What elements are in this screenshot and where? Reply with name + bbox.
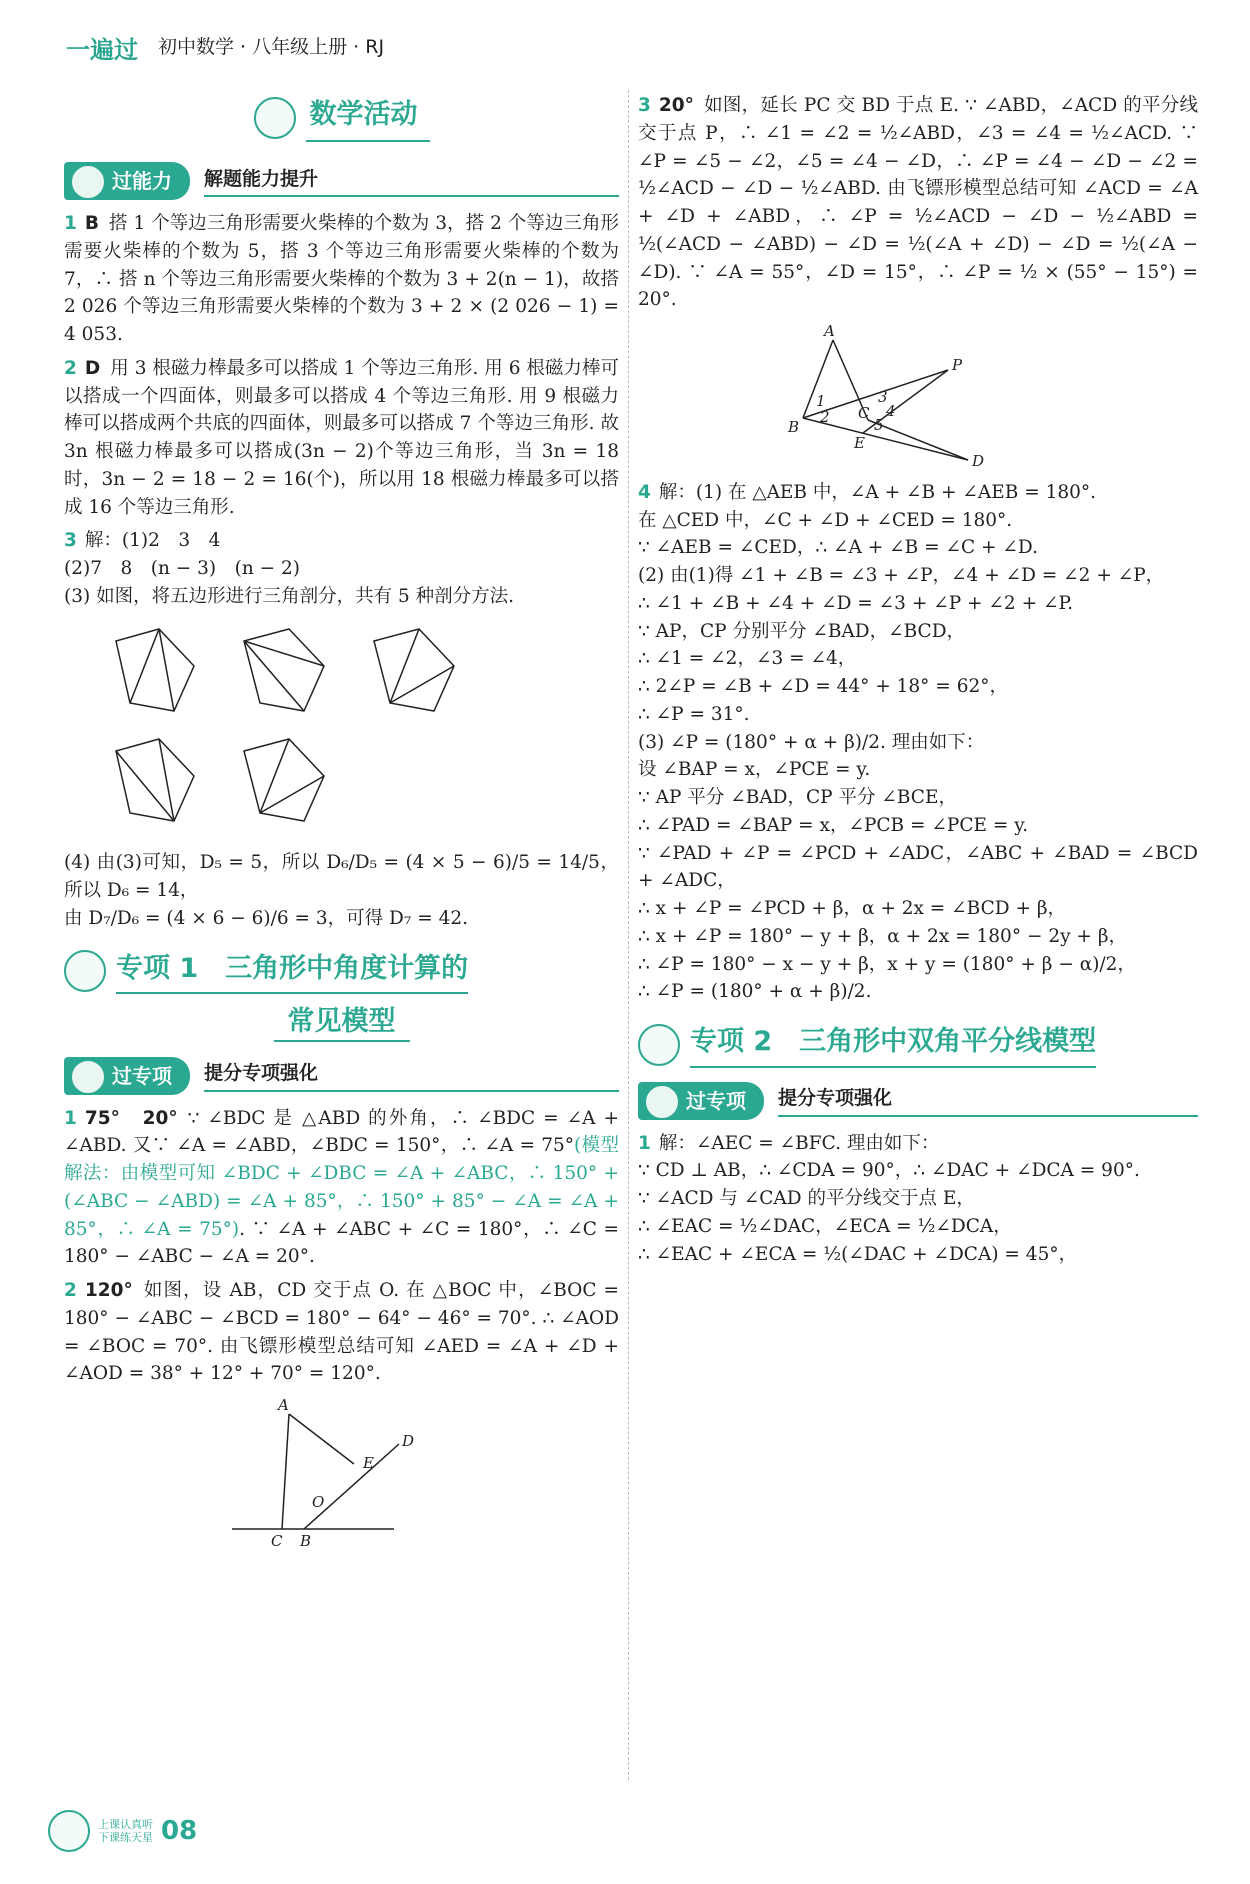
svg-text:A: A — [278, 1396, 289, 1414]
star-badge-icon — [638, 1024, 680, 1066]
section-bar-ability — [64, 162, 619, 200]
activity-title: 数学活动 — [306, 95, 430, 142]
question-4-right: 4 解：(1) 在 △AEB 中，∠A + ∠B + ∠AEB = 180°. 在 △CED 中，∠C + ∠D + ∠CED = 180°. ∵ ∠AEB = ∠CED，∴ ∠A + ∠B = ∠C + ∠D. (2) 由(1)得 ∠1 + ∠B = ∠3 + ∠P，∠4 + ∠D = ∠2 + ∠P， ∴ ∠1 + ∠B + ∠4 + ∠D = ∠3 + ∠P + ∠2 + ∠P. ∵ AP，CP 分别平分 ∠BAD，∠BCD， ∴ ∠1 = ∠2，∠3 = ∠4， ∴ 2∠P = ∠B + ∠D = 44° + 18° = 62°， ∴ ∠P = 31°. (3) ∠P = (180° + α + β)/2. 理由如下： 设 ∠BAP = x，∠PCE = y. ∵ AP 平分 ∠BAD，CP 平分 ∠BCE， ∴ ∠PAD = ∠BAP = x，∠PCB = ∠PCE = y. ∵ ∠PAD + ∠P = ∠PCD + ∠ADC，∠ABC + ∠BAD = ∠BCD + ∠ADC， ∴ x + ∠P = ∠PCD + β，α + 2x = ∠BCD + β， ∴ x + ∠P = 180° − y + β，α + 2x = 180° − 2y + β， ∴ ∠P = 180° − x − y + β，x + y = (180° + β − α)/2， ∴ ∠P = (180° + α + β)/2. — [638, 481, 1198, 1003]
left-column — [64, 95, 619, 1558]
page-header — [0, 0, 1250, 64]
svg-text:A: A — [824, 322, 835, 340]
section-subtitle: 提分专项强化 — [204, 1059, 619, 1092]
question-3: 3 解：(1)2 3 4 (2)7 8 (n − 3) (n − 2) (3) 如图，将五边形进行三角剖分，共有 5 种剖分方法. (4) 由(3)可知，D₅ = 5，所以 D₆/D₅ = (4 × 5 − 6)/5 = 14/5，所以 D₆ = 14， 由 D₇/D₆ = (4 × 6 − 6)/6 = 3，可得 D₇ = 42. — [64, 530, 619, 929]
svg-text:D: D — [402, 1432, 415, 1450]
right-column — [638, 90, 1198, 1268]
section-tag: 过能力 — [64, 162, 190, 200]
dart-model-figure-left — [64, 1394, 604, 1549]
svg-text:1: 1 — [816, 392, 826, 410]
svg-text:4: 4 — [886, 402, 896, 420]
page-number: 08 — [161, 1816, 198, 1846]
svg-text:3: 3 — [878, 388, 888, 406]
svg-text:B: B — [788, 418, 800, 436]
section-tag: 过专项 — [64, 1057, 190, 1095]
svg-text:5: 5 — [874, 416, 884, 434]
column-divider — [628, 90, 629, 1780]
page-footer: 上课认真听 下课练天星 08 — [48, 1810, 197, 1852]
book-title: 初中数学 · 八年级上册 · RJ — [158, 36, 385, 58]
activity-heading — [64, 95, 619, 148]
svg-text:C: C — [271, 1532, 283, 1549]
dart-model-figure-right — [638, 320, 1198, 470]
brand-logo: 一遍过 — [66, 36, 138, 64]
topic-1-heading: 专项 1 三角形中角度计算的 常见模型 — [64, 949, 619, 1043]
svg-text:O: O — [312, 1493, 325, 1511]
svg-text:C: C — [858, 404, 870, 422]
section-subtitle: 解题能力提升 — [204, 165, 619, 198]
topic1-question-2: 2 120° 如图，设 AB，CD 交于点 O. 在 △BOC 中，∠BOC = 180° − ∠ABC − ∠BCD = 180° − 64° − 46° = 70°. ∴ ∠AOD = ∠BOC = 70°. 由飞镖形模型总结可知 ∠AED = ∠A + ∠D + ∠AOD = 38° + 12° + 70° = 120°. — [64, 1280, 619, 1385]
section-subtitle: 提分专项强化 — [778, 1084, 1198, 1117]
question-3-right: 3 20° 如图，延长 PC 交 BD 于点 E. ∵ ∠ABD，∠ACD 的平分线交于点 P，∴ ∠1 = ∠2 = ½∠ABD，∠3 = ∠4 = ½∠ACD. ∵ ∠P = ∠5 − ∠2，∠5 = ∠4 − ∠D，∴ ∠P = ∠4 − ∠D − ∠2 = ½∠ACD − ∠D − ½∠ABD. 由飞镖形模型总结可知 ∠ACD = ∠A + ∠D + ∠ABD，∴ ∠P = ½∠ACD − ∠D − ½∠ABD = ½(∠ACD − ∠ABD) − ∠D = ½(∠A + ∠D) − ∠D = ½(∠A − ∠D). ∵ ∠A = 55°，∠D = 15°，∴ ∠P = ½ × (55° − 15°) = 20°. — [638, 95, 1198, 311]
star-badge-icon — [64, 950, 106, 992]
svg-text:B: B — [300, 1532, 312, 1549]
svg-text:E: E — [363, 1454, 374, 1472]
question-1: 1 B 搭 1 个等边三角形需要火柴棒的个数为 3，搭 2 个等边三角形需要火柴棒的个数为 5，搭 3 个等边三角形需要火柴棒的个数为 7，∴ 搭 n 个等边三角形需要火柴棒的个数为 3 + 2(n − 1)，故搭 2 026 个等边三角形需要火柴棒的个数为 3 + 2 × (2 026 − 1) = 4 053. — [64, 213, 619, 345]
svg-text:E: E — [854, 434, 865, 452]
svg-text:P: P — [952, 356, 963, 374]
star-mascot-icon — [48, 1810, 90, 1852]
section-bar-special-2 — [638, 1082, 1198, 1120]
pentagon-triangulation-figure — [64, 611, 604, 841]
svg-text:D: D — [972, 452, 985, 470]
question-2: 2 D 用 3 根磁力棒最多可以搭成 1 个等边三角形. 用 6 根磁力棒可以搭成一个四面体，则最多可以搭成 4 个等边三角形. 用 9 根磁力棒可以搭成两个共底的四面体，则最多可以搭成 7 个等边三角形. 故 3n 根磁力棒最多可以搭成(3n − 2)个等边三角形，当 3n = 18 时，3n − 2 = 18 − 2 = 16(个)，所以用 18 根磁力棒最多可以搭成 16 个等边三角形. — [64, 357, 619, 518]
section-bar-special — [64, 1057, 619, 1095]
topic-2-heading: 专项 2 三角形中双角平分线模型 — [638, 1022, 1198, 1068]
star-badge-icon — [254, 97, 296, 139]
section-tag: 过专项 — [638, 1082, 764, 1120]
topic2-question-1: 1 解：∠AEC = ∠BFC. 理由如下： ∵ CD ⊥ AB，∴ ∠CDA = 90°，∴ ∠DAC + ∠DCA = 90°. ∵ ∠ACD 与 ∠CAD 的平分线交于点 E， ∴ ∠EAC = ½∠DAC，∠ECA = ½∠DCA， ∴ ∠EAC + ∠ECA = ½(∠DAC + ∠DCA) = 45°， — [638, 1132, 1140, 1265]
svg-text:2: 2 — [820, 408, 830, 426]
topic1-question-1: 1 75° 20° ∵ ∠BDC 是 △ABD 的外角，∴ ∠BDC = ∠A + ∠ABD. 又∵ ∠A = ∠ABD，∠BDC = 150°，∴ ∠A = 75°(模型解法：由模型可知 ∠BDC + ∠DBC = ∠A + ∠ABC，∴ 150° + (∠ABC − ∠ABD) = ∠A + 85°，∴ 150° + 85° − ∠A = ∠A + 85°，∴ ∠A = 75°). ∵ ∠A + ∠ABC + ∠C = 180°，∴ ∠C = 180° − ∠ABC − ∠A = 20°. — [64, 1107, 620, 1268]
